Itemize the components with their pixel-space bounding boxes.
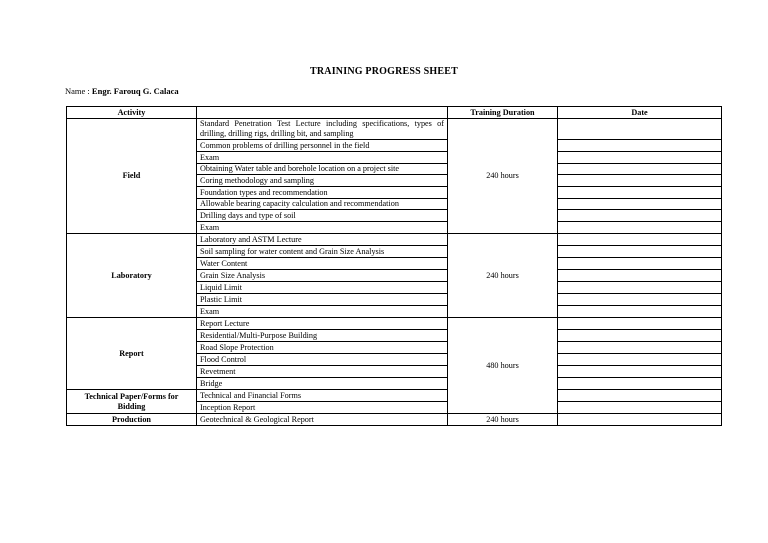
- name-label: Name :: [65, 86, 90, 96]
- date-cell[interactable]: [558, 140, 722, 152]
- training-progress-table: [66, 106, 722, 426]
- task-cell: Soil sampling for water content and Grain Size Analysis: [197, 246, 448, 258]
- date-cell[interactable]: [558, 164, 722, 175]
- task-cell: Foundation types and recommendation: [197, 187, 448, 199]
- table-header-row: [67, 107, 722, 119]
- duration-laboratory: 240 hours: [448, 234, 558, 318]
- task-cell: Laboratory and ASTM Lecture: [197, 234, 448, 246]
- date-cell[interactable]: [558, 294, 722, 306]
- task-cell: Coring methodology and sampling: [197, 175, 448, 187]
- duration-production: 240 hours: [448, 414, 558, 426]
- date-cell[interactable]: [558, 354, 722, 366]
- date-cell[interactable]: [558, 366, 722, 378]
- task-cell: Exam: [197, 306, 448, 318]
- activity-laboratory: Laboratory: [67, 234, 197, 318]
- task-cell: Revetment: [197, 366, 448, 378]
- trainee-name-line: [65, 86, 179, 96]
- date-cell[interactable]: [558, 342, 722, 354]
- header-activity: Activity: [67, 107, 197, 119]
- table-row: [67, 414, 722, 426]
- task-cell: Water Content: [197, 258, 448, 270]
- activity-field: Field: [67, 119, 197, 234]
- task-cell: Obtaining Water table and borehole location on a project site: [197, 164, 448, 175]
- table-row: [67, 234, 722, 246]
- date-cell[interactable]: [558, 270, 722, 282]
- date-cell[interactable]: [558, 414, 722, 426]
- task-cell: Plastic Limit: [197, 294, 448, 306]
- task-cell: Residential/Multi-Purpose Building: [197, 330, 448, 342]
- header-task: [197, 107, 448, 119]
- date-cell[interactable]: [558, 199, 722, 210]
- task-cell: Exam: [197, 152, 448, 164]
- date-cell[interactable]: [558, 318, 722, 330]
- task-cell: Grain Size Analysis: [197, 270, 448, 282]
- task-cell: Exam: [197, 222, 448, 234]
- date-cell[interactable]: [558, 175, 722, 187]
- task-cell: Common problems of drilling personnel in the field: [197, 140, 448, 152]
- date-cell[interactable]: [558, 306, 722, 318]
- table-row: [67, 119, 722, 140]
- date-cell[interactable]: [558, 152, 722, 164]
- duration-report-bidding: 480 hours: [448, 318, 558, 414]
- task-cell: Report Lecture: [197, 318, 448, 330]
- table-row: [67, 390, 722, 402]
- date-cell[interactable]: [558, 378, 722, 390]
- date-cell[interactable]: [558, 234, 722, 246]
- task-cell: Flood Control: [197, 354, 448, 366]
- task-cell: Inception Report: [197, 402, 448, 414]
- table-row: [67, 318, 722, 330]
- task-cell: Road Slope Protection: [197, 342, 448, 354]
- date-cell[interactable]: [558, 330, 722, 342]
- activity-report: Report: [67, 318, 197, 390]
- date-cell[interactable]: [558, 246, 722, 258]
- duration-field: 240 hours: [448, 119, 558, 234]
- activity-production: Production: [67, 414, 197, 426]
- date-cell[interactable]: [558, 282, 722, 294]
- date-cell[interactable]: [558, 390, 722, 402]
- task-cell: Bridge: [197, 378, 448, 390]
- task-cell: Geotechnical & Geological Report: [197, 414, 448, 426]
- date-cell[interactable]: [558, 222, 722, 234]
- date-cell[interactable]: [558, 258, 722, 270]
- activity-technical-paper: Technical Paper/Forms for Bidding: [67, 390, 197, 414]
- task-cell: Liquid Limit: [197, 282, 448, 294]
- date-cell[interactable]: [558, 119, 722, 140]
- date-cell[interactable]: [558, 402, 722, 414]
- trainee-name: Engr. Farouq G. Calaca: [91, 86, 179, 96]
- header-date: Date: [558, 107, 722, 119]
- task-cell: Drilling days and type of soil: [197, 210, 448, 222]
- date-cell[interactable]: [558, 210, 722, 222]
- task-cell: Allowable bearing capacity calculation and recommendation: [197, 199, 448, 210]
- task-cell: Technical and Financial Forms: [197, 390, 448, 402]
- task-cell: Standard Penetration Test Lecture including specifications, types of drilling, drilling rigs, drilling bit, and sampling: [197, 119, 448, 140]
- page-title: TRAINING PROGRESS SHEET: [310, 66, 458, 77]
- date-cell[interactable]: [558, 187, 722, 199]
- header-training-duration: Training Duration: [448, 107, 558, 119]
